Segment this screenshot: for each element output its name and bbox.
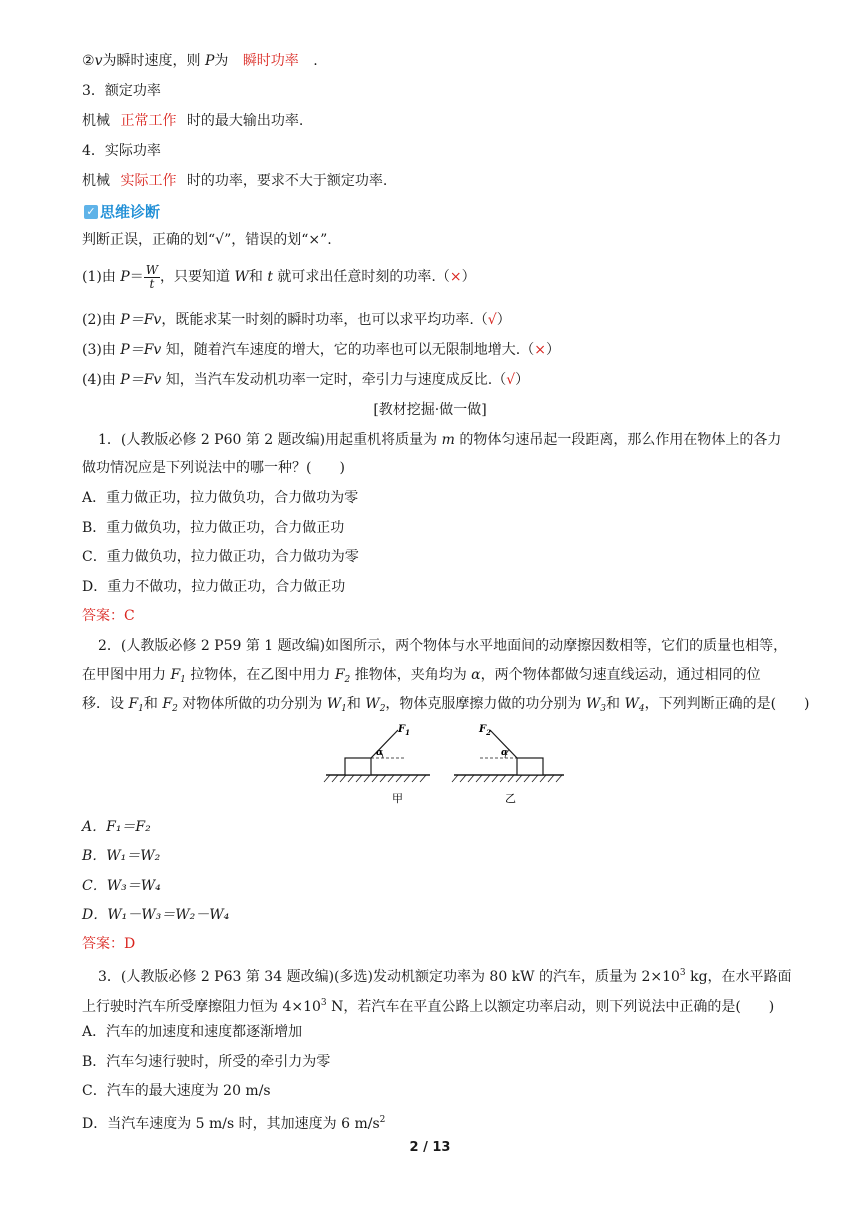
text-seg: 推物体，夹角均为: [350, 667, 472, 683]
fraction-num: W: [145, 262, 159, 277]
var-w4: $W_4$: [624, 696, 645, 714]
text-seg: 知，当汽车发动机功率一定时，牵引力与速度成反比.（: [161, 372, 507, 388]
p2-stem-line2: [82, 665, 761, 690]
p1-option-c: C．重力做负功，拉力做正功，合力做功为零: [82, 549, 359, 565]
circled-number: ②: [82, 53, 95, 69]
text-seg: 1．(人教版必修 2 P60 第 2 题改编)用起重机将质量为: [98, 432, 442, 448]
text-seg: 和: [346, 696, 366, 712]
text-line: [82, 171, 387, 191]
var-f2: $F_2$: [162, 696, 178, 714]
ground-hatch-right: [452, 775, 562, 782]
var-f1: $F_1$: [128, 696, 144, 714]
text-seg: 机械: [82, 173, 115, 189]
var-f1: $F_1$: [170, 667, 186, 685]
heading-rated-power: 3．额定功率: [82, 83, 161, 99]
judge-item-1: [82, 262, 476, 292]
p2-stem-line1: 2．(人教版必修 2 P59 第 1 题改编)如图所示，两个物体与水平地面间的动摩擦因数相等，它们的质量也相等，: [98, 638, 788, 654]
text-seg: (3)由: [82, 342, 121, 358]
var-m: m: [441, 432, 455, 448]
p2-option-b: B．W₁＝W₂: [82, 848, 161, 864]
p2-option-c: C．W₃＝W₄: [82, 878, 161, 894]
text-seg: 3．(人教版必修 2 P63 第 34 题改编)(多选)发动机额定功率为 80 kW 的汽车，质量为 2×10: [98, 969, 680, 985]
text-seg: ）: [545, 342, 560, 358]
p1-stem-line1: [98, 430, 781, 450]
text-seg: 的物体匀速吊起一段距离，那么作用在物体上的各力: [454, 432, 782, 448]
fill-answer: 正常工作: [120, 113, 177, 129]
var-alpha: α: [471, 667, 481, 683]
textbook-heading: [教材挖掘·做一做]: [373, 402, 487, 418]
p1-option-a: A．重力做正功，拉力做负功，合力做功为零: [82, 490, 359, 506]
alpha-label-left: α: [376, 748, 383, 758]
var-f2: $F_2$: [334, 667, 351, 685]
alpha-label-right: α: [501, 748, 508, 758]
text-seg: 时的功率，要求不大于额定功率.: [182, 173, 388, 189]
p2-answer: 答案：D: [82, 936, 136, 952]
text-seg: 和: [143, 696, 163, 712]
text-seg: 和: [606, 696, 625, 712]
var-w1: $W_1$: [326, 696, 347, 714]
text-seg: 在甲图中用力: [82, 667, 171, 683]
superscript: 3: [320, 998, 327, 1008]
block-right: [517, 758, 543, 775]
superscript: 2: [379, 1115, 386, 1125]
check-mark: √: [487, 312, 497, 328]
p3-option-d: [82, 1110, 385, 1134]
text-seg: 时的最大输出功率.: [182, 113, 304, 129]
var-w2: $W_2$: [365, 696, 386, 714]
p1-option-b: B．重力做负功，拉力做正功，合力做正功: [82, 520, 345, 536]
p2-option-d: D．W₁－W₃＝W₂－W₄: [82, 907, 230, 923]
formula: P＝Fv: [120, 372, 162, 388]
text-seg: kg，在水平路面: [685, 969, 792, 985]
text-seg: ，下列判断正确的是( ): [644, 696, 810, 712]
formula: P＝Fv: [120, 342, 162, 358]
text-seg: ）: [461, 269, 476, 285]
text-seg: ＝: [129, 269, 144, 285]
judge-item-2: [82, 310, 511, 330]
section-badge: [84, 201, 160, 222]
text-seg: 就可求出任意时刻的功率.（: [272, 269, 450, 285]
var-p: P: [120, 269, 130, 285]
p1-stem-line2: 做功情况应是下列说法中的哪一种？( ): [82, 460, 345, 476]
superscript: 3: [679, 968, 686, 978]
text-seg: .: [308, 53, 318, 69]
fill-answer: 实际工作: [120, 173, 177, 189]
p2-stem-line3: [82, 694, 810, 719]
var-w: W: [234, 269, 249, 285]
text-seg: 为: [214, 53, 233, 69]
text-seg: ，既能求某一时刻的瞬时功率，也可以求平均功率.（: [161, 312, 488, 328]
text-seg: ）: [496, 312, 511, 328]
ground-hatch-left: [324, 775, 426, 782]
var-p: P: [204, 53, 215, 69]
text-seg: 机械: [82, 113, 115, 129]
p1-answer: 答案：C: [82, 608, 135, 624]
fraction: [144, 264, 160, 291]
var-v: v: [94, 53, 103, 69]
var-t: t: [267, 269, 273, 285]
fill-answer: 瞬时功率: [242, 53, 299, 69]
text-line: [82, 51, 318, 71]
text-seg: 为瞬时速度，则: [102, 53, 205, 69]
judge-item-4: [82, 370, 529, 390]
text-seg: N，若汽车在平直公路上以额定功率启动，则下列说法中正确的是( ): [326, 999, 775, 1015]
text-seg: (2)由: [82, 312, 121, 328]
p3-option-a: A．汽车的加速度和速度都逐渐增加: [82, 1024, 303, 1040]
text-seg: 对物体所做的功分别为: [177, 696, 327, 712]
text-seg: 知，随着汽车速度的增大，它的功率也可以无限制地增大.（: [161, 342, 535, 358]
text-seg: (4)由: [82, 372, 121, 388]
text-seg: 拉物体，在乙图中用力: [185, 667, 335, 683]
block-left: [345, 758, 371, 775]
check-mark: √: [506, 372, 516, 388]
cross-mark: ×: [534, 342, 546, 358]
f1-label: $F_1$: [398, 724, 410, 737]
fraction-den: t: [149, 276, 155, 291]
heading-actual-power: 4．实际功率: [82, 143, 161, 159]
text-seg: 和: [248, 269, 268, 285]
var-w3: $W_3$: [585, 696, 606, 714]
text-seg: ，物体克服摩擦力做的功分别为: [385, 696, 586, 712]
p2-option-a: A．F₁＝F₂: [82, 819, 151, 835]
f2-label: $F_2$: [479, 724, 491, 737]
label-yi: 乙: [505, 792, 516, 805]
page-number: 2 / 13: [409, 1140, 451, 1155]
check-icon: ✓: [84, 205, 98, 219]
judge-item-3: [82, 340, 560, 360]
text-seg: D．当汽车速度为 5 m/s 时，其加速度为 6 m/s: [82, 1116, 380, 1132]
p3-option-b: B．汽车匀速行驶时，所受的牵引力为零: [82, 1054, 331, 1070]
p3-option-c: C．汽车的最大速度为 20 m/s: [82, 1083, 271, 1099]
section-badge-label: 思维诊断: [100, 203, 161, 221]
text-seg: ，两个物体都做匀速直线运动，通过相同的位: [480, 667, 761, 683]
formula: P＝Fv: [120, 312, 162, 328]
p3-stem-line1: [98, 963, 792, 987]
force-diagram: [320, 720, 570, 810]
label-jia: 甲: [392, 792, 403, 805]
text-seg: ）: [515, 372, 530, 388]
text-line: [82, 111, 303, 131]
text-seg: ，只要知道: [160, 269, 235, 285]
text-seg: (1)由: [82, 269, 121, 285]
text-seg: 上行驶时汽车所受摩擦阻力恒为 4×10: [82, 999, 321, 1015]
p1-option-d: D．重力不做功，拉力做正功，合力做正功: [82, 579, 346, 595]
text-seg: 移．设: [82, 696, 129, 712]
p3-stem-line2: [82, 993, 774, 1017]
cross-mark: ×: [449, 269, 462, 285]
judge-intro: 判断正误，正确的划“√”，错误的划“×”.: [82, 232, 332, 248]
